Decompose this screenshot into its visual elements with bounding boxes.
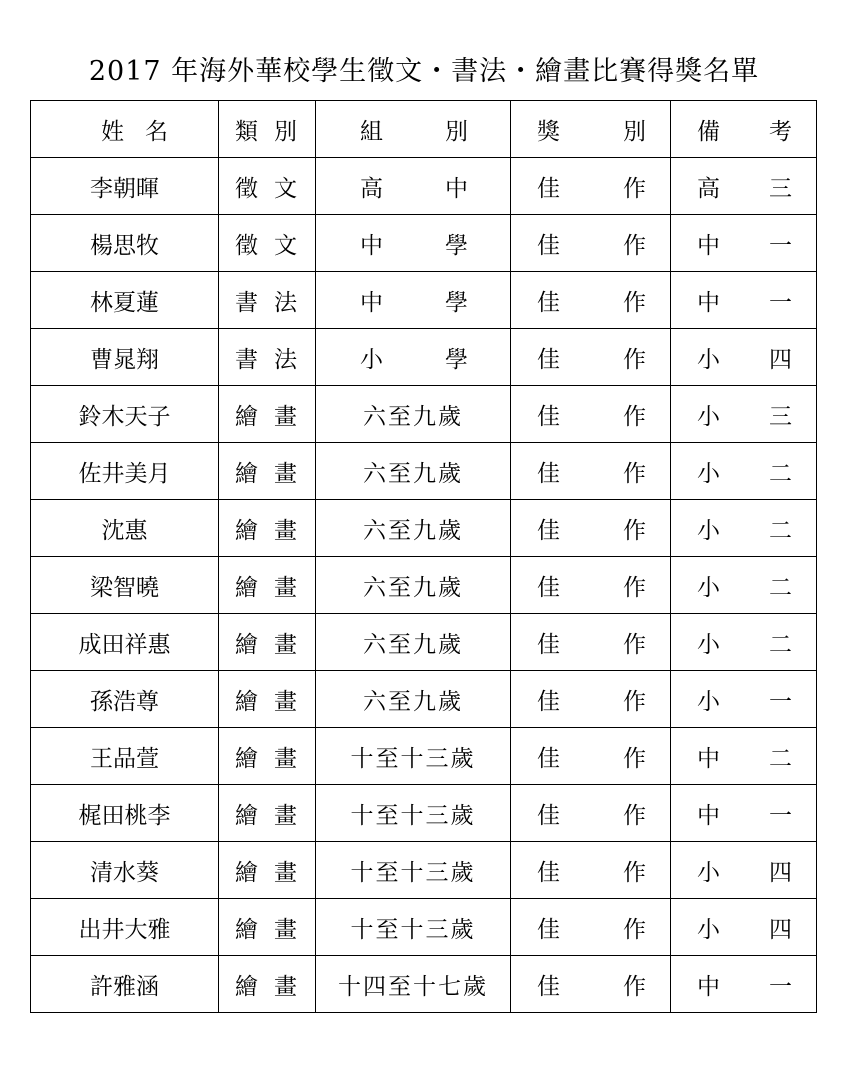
table-row [31, 956, 817, 1013]
cell-note: 中 一 [671, 215, 817, 272]
cell-note: 中 一 [671, 272, 817, 329]
cell-category: 繪 畫 [219, 899, 316, 956]
cell-name: 林夏蓮 [31, 272, 219, 329]
table-row [31, 500, 817, 557]
cell-award: 佳 作 [511, 272, 671, 329]
cell-award: 佳 作 [511, 956, 671, 1013]
cell-group: 六至九歲 [316, 614, 511, 671]
cell-group: 十至十三歲 [316, 842, 511, 899]
cell-category: 徵 文 [219, 158, 316, 215]
cell-category: 繪 畫 [219, 671, 316, 728]
cell-note: 小 二 [671, 557, 817, 614]
cell-award: 佳 作 [511, 386, 671, 443]
cell-note: 小 一 [671, 671, 817, 728]
cell-note: 小 四 [671, 899, 817, 956]
cell-award: 佳 作 [511, 728, 671, 785]
cell-category: 繪 畫 [219, 728, 316, 785]
cell-group: 十四至十七歲 [316, 956, 511, 1013]
table-row [31, 671, 817, 728]
cell-award: 佳 作 [511, 899, 671, 956]
cell-award: 佳 作 [511, 671, 671, 728]
header-name: 姓 名 [31, 101, 219, 158]
table-body [31, 158, 817, 1013]
table-row [31, 557, 817, 614]
header-note: 備 考 [671, 101, 817, 158]
cell-category: 徵 文 [219, 215, 316, 272]
table-row [31, 329, 817, 386]
cell-name: 沈惠 [31, 500, 219, 557]
header-category: 類 別 [219, 101, 316, 158]
cell-category: 繪 畫 [219, 557, 316, 614]
cell-category: 書 法 [219, 329, 316, 386]
cell-name: 鈴木天子 [31, 386, 219, 443]
cell-note: 小 二 [671, 614, 817, 671]
cell-group: 十至十三歲 [316, 785, 511, 842]
cell-group: 小 學 [316, 329, 511, 386]
table-row [31, 728, 817, 785]
cell-note: 中 一 [671, 956, 817, 1013]
table-row [31, 386, 817, 443]
table-row [31, 272, 817, 329]
table-row [31, 842, 817, 899]
cell-note: 小 四 [671, 842, 817, 899]
cell-name: 李朝暉 [31, 158, 219, 215]
cell-category: 書 法 [219, 272, 316, 329]
cell-note: 小 二 [671, 443, 817, 500]
cell-name: 成田祥惠 [31, 614, 219, 671]
cell-award: 佳 作 [511, 785, 671, 842]
document-title: 2017 年海外華校學生徵文・書法・繪畫比賽得獎名單 [88, 56, 760, 87]
cell-name: 王品萱 [31, 728, 219, 785]
cell-category: 繪 畫 [219, 842, 316, 899]
cell-note: 中 一 [671, 785, 817, 842]
table-row [31, 443, 817, 500]
award-roster-table [30, 100, 817, 1013]
cell-category: 繪 畫 [219, 956, 316, 1013]
table-row [31, 215, 817, 272]
cell-name: 曹晁翔 [31, 329, 219, 386]
cell-note: 小 三 [671, 386, 817, 443]
cell-category: 繪 畫 [219, 443, 316, 500]
cell-category: 繪 畫 [219, 386, 316, 443]
cell-name: 梶田桃李 [31, 785, 219, 842]
header-award: 獎 別 [511, 101, 671, 158]
cell-award: 佳 作 [511, 842, 671, 899]
cell-award: 佳 作 [511, 500, 671, 557]
cell-award: 佳 作 [511, 614, 671, 671]
cell-group: 十至十三歲 [316, 728, 511, 785]
cell-group: 高 中 [316, 158, 511, 215]
cell-note: 小 四 [671, 329, 817, 386]
cell-name: 許雅涵 [31, 956, 219, 1013]
cell-group: 六至九歲 [316, 671, 511, 728]
cell-group: 中 學 [316, 272, 511, 329]
cell-group: 六至九歲 [316, 386, 511, 443]
header-group: 組 別 [316, 101, 511, 158]
cell-award: 佳 作 [511, 158, 671, 215]
cell-note: 高 三 [671, 158, 817, 215]
table-row [31, 785, 817, 842]
cell-group: 六至九歲 [316, 557, 511, 614]
table-row [31, 899, 817, 956]
cell-note: 小 二 [671, 500, 817, 557]
cell-category: 繪 畫 [219, 614, 316, 671]
table-row [31, 614, 817, 671]
cell-award: 佳 作 [511, 329, 671, 386]
cell-name: 清水葵 [31, 842, 219, 899]
cell-group: 中 學 [316, 215, 511, 272]
cell-name: 梁智曉 [31, 557, 219, 614]
cell-name: 孫浩尊 [31, 671, 219, 728]
cell-group: 六至九歲 [316, 500, 511, 557]
cell-category: 繪 畫 [219, 785, 316, 842]
cell-note: 中 二 [671, 728, 817, 785]
table-row [31, 158, 817, 215]
cell-name: 佐井美月 [31, 443, 219, 500]
cell-group: 十至十三歲 [316, 899, 511, 956]
table-header-row [31, 101, 817, 158]
cell-category: 繪 畫 [219, 500, 316, 557]
cell-group: 六至九歲 [316, 443, 511, 500]
cell-name: 楊思牧 [31, 215, 219, 272]
cell-award: 佳 作 [511, 215, 671, 272]
cell-award: 佳 作 [511, 443, 671, 500]
cell-award: 佳 作 [511, 557, 671, 614]
cell-name: 出井大雅 [31, 899, 219, 956]
